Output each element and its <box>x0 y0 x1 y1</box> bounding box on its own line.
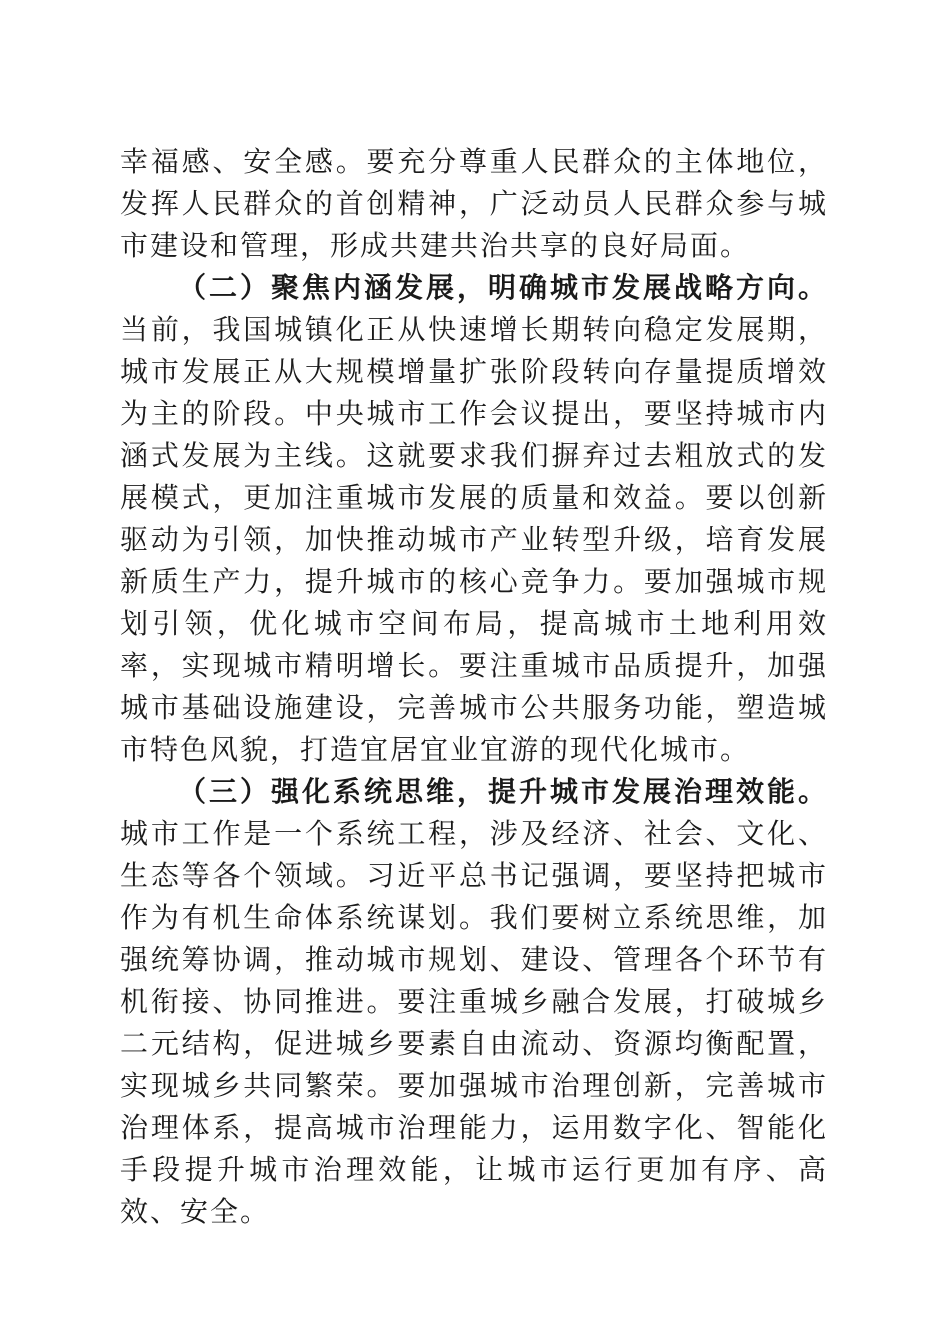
section-heading-two: （二）聚焦内涵发展，明确城市发展战略方向。 <box>178 271 828 304</box>
paragraph-continuation <box>120 141 828 267</box>
document-body <box>120 141 828 1233</box>
paragraph-text: 幸福感、安全感。要充分尊重人民群众的主体地位，发挥人民群众的首创精神，广泛动员人民群众参与城市建设和管理，形成共建共治共享的良好局面。 <box>120 145 828 262</box>
paragraph-text: 当前，我国城镇化正从快速增长期转向稳定发展期，城市发展正从大规模增量扩张阶段转向存量提质增效为主的阶段。中央城市工作会议提出，要坚持城市内涵式发展为主线。这就要求我们摒弃过去粗放式的发展模式，更加注重城市发展的质量和效益。要以创新驱动为引领，加快推动城市产业转型升级，培育发展新质生产力，提升城市的核心竞争力。要加强城市规划引领，优化城市空间布局，提高城市土地利用效率，实现城市精明增长。要注重城市品质提升，加强城市基础设施建设，完善城市公共服务功能，塑造城市特色风貌，打造宜居宜业宜游的现代化城市。 <box>120 313 828 766</box>
section-heading-three: （三）强化系统思维，提升城市发展治理效能。 <box>178 775 828 808</box>
paragraph-text: 城市工作是一个系统工程，涉及经济、社会、文化、生态等各个领域。习近平总书记强调，要坚持把城市作为有机生命体系统谋划。我们要树立系统思维，加强统筹协调，推动城市规划、建设、管理各个环节有机衔接、协同推进。要注重城乡融合发展，打破城乡二元结构，促进城乡要素自由流动、资源均衡配置，实现城乡共同繁荣。要加强城市治理创新，完善城市治理体系，提高城市治理能力，运用数字化、智能化手段提升城市治理效能，让城市运行更加有序、高效、安全。 <box>120 817 828 1228</box>
paragraph-section-three <box>120 771 828 1233</box>
paragraph-section-two <box>120 267 828 771</box>
